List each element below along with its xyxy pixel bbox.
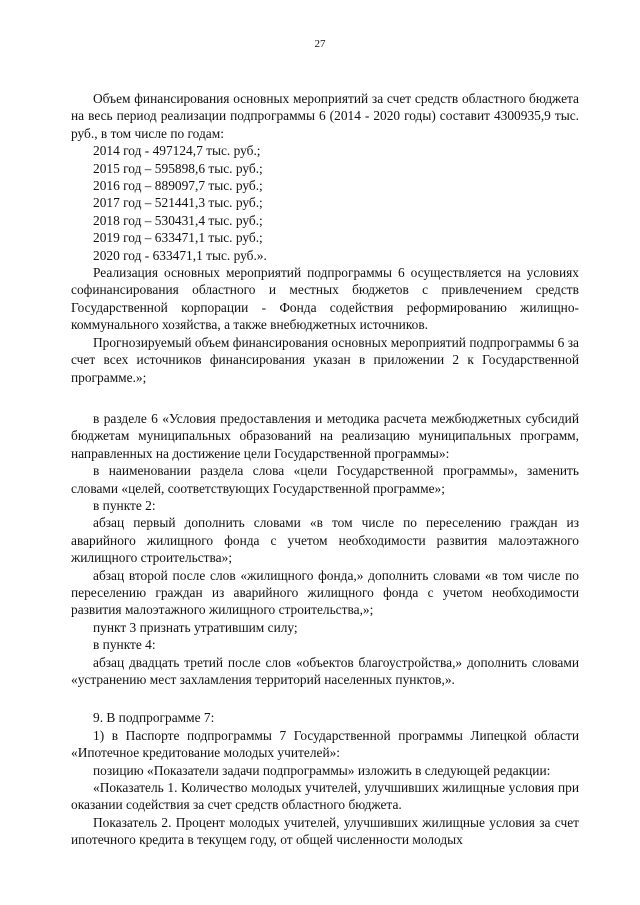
indicator-1: «Показатель 1. Количество молодых учителей, улучшивших жилищные условия при оказании содействия за счет средств областного бюджета. [71,780,579,813]
financing-year-2015: 2015 год – 595898,6 тыс. руб.; [93,160,263,176]
forecast-paragraph: Прогнозируемый объем финансирования основных мероприятий подпрограммы 6 за счет всех источников финансирования указан в приложении 2 к Государственной программе.»; [71,334,579,385]
indicator-2: Показатель 2. Процент молодых учителей, улучшивших жилищные условия за счет ипотечного кредита в текущем году, от общей численности молодых [71,814,579,848]
financing-year-2019: 2019 год – 633471,1 тыс. руб.; [93,230,263,246]
document-body [71,90,579,849]
realization-paragraph: Реализация основных мероприятий подпрограммы 6 осуществляется на условиях софинансирования областного и местных бюджетов с привлечением средств Государственной корпорации - Фонда содействия реформированию жилищно-коммунального хозяйства, а также внебюджетных источников. [71,265,579,333]
financing-year-2018: 2018 год – 530431,4 тыс. руб.; [93,212,263,228]
subprogram7-heading: 9. В подпрограмме 7: [93,710,215,726]
financing-year-2017: 2017 год – 521441,3 тыс. руб.; [93,195,263,211]
page-number: 27 [314,38,326,50]
paragraph-first-amendment: абзац первый дополнить словами «в том числе по переселению граждан из аварийного жилищного фонда с учетом необходимости развития малоэтажного жилищного строительства»; [71,515,579,566]
position-paragraph: позицию «Показатели задачи подпрограммы» изложить в следующей редакции: [93,762,551,778]
paragraph-23-amendment: абзац двадцать третий после слов «объектов благоустройства,» дополнить словами «устранению мест захламления территорий населенных пунктов,». [71,654,579,687]
section6-paragraph: в разделе 6 «Условия предоставления и методика расчета межбюджетных субсидий бюджетам муниципальных образований на реализацию муниципальных программ, направленных на достижение цели Государственной программы»: [71,410,579,461]
point4-label: в пункте 4: [93,637,156,653]
point3-paragraph: пункт 3 признать утратившим силу; [93,619,298,635]
passport-item: 1) в Паспорте подпрограммы 7 Государственной программы Липецкой области «Ипотечное кредитование молодых учителей»: [71,727,579,761]
financing-year-2016: 2016 год – 889097,7 тыс. руб.; [93,178,263,194]
paragraph-second-amendment: абзац второй после слов «жилищного фонда,» дополнить словами «в том числе по переселению граждан из аварийного жилищного фонда с учетом необходимости развития малоэтажного жилищного строительства,»; [71,567,579,618]
financing-year-2014: 2014 год - 497124,7 тыс. руб.; [93,143,261,159]
point2-label: в пункте 2: [93,497,156,513]
section-naming-paragraph: в наименовании раздела слова «цели Государственной программы», заменить словами «целей, соответствующих Государственной программе»; [71,463,579,496]
financing-intro: Объем финансирования основных мероприятий за счет средств областного бюджета на весь период реализации подпрограммы 6 (2014 - 2020 годы) составит 4300935,9 тыс. руб., в том числе по годам: [71,91,579,141]
financing-year-2020: 2020 год - 633471,1 тыс. руб.». [93,247,267,263]
